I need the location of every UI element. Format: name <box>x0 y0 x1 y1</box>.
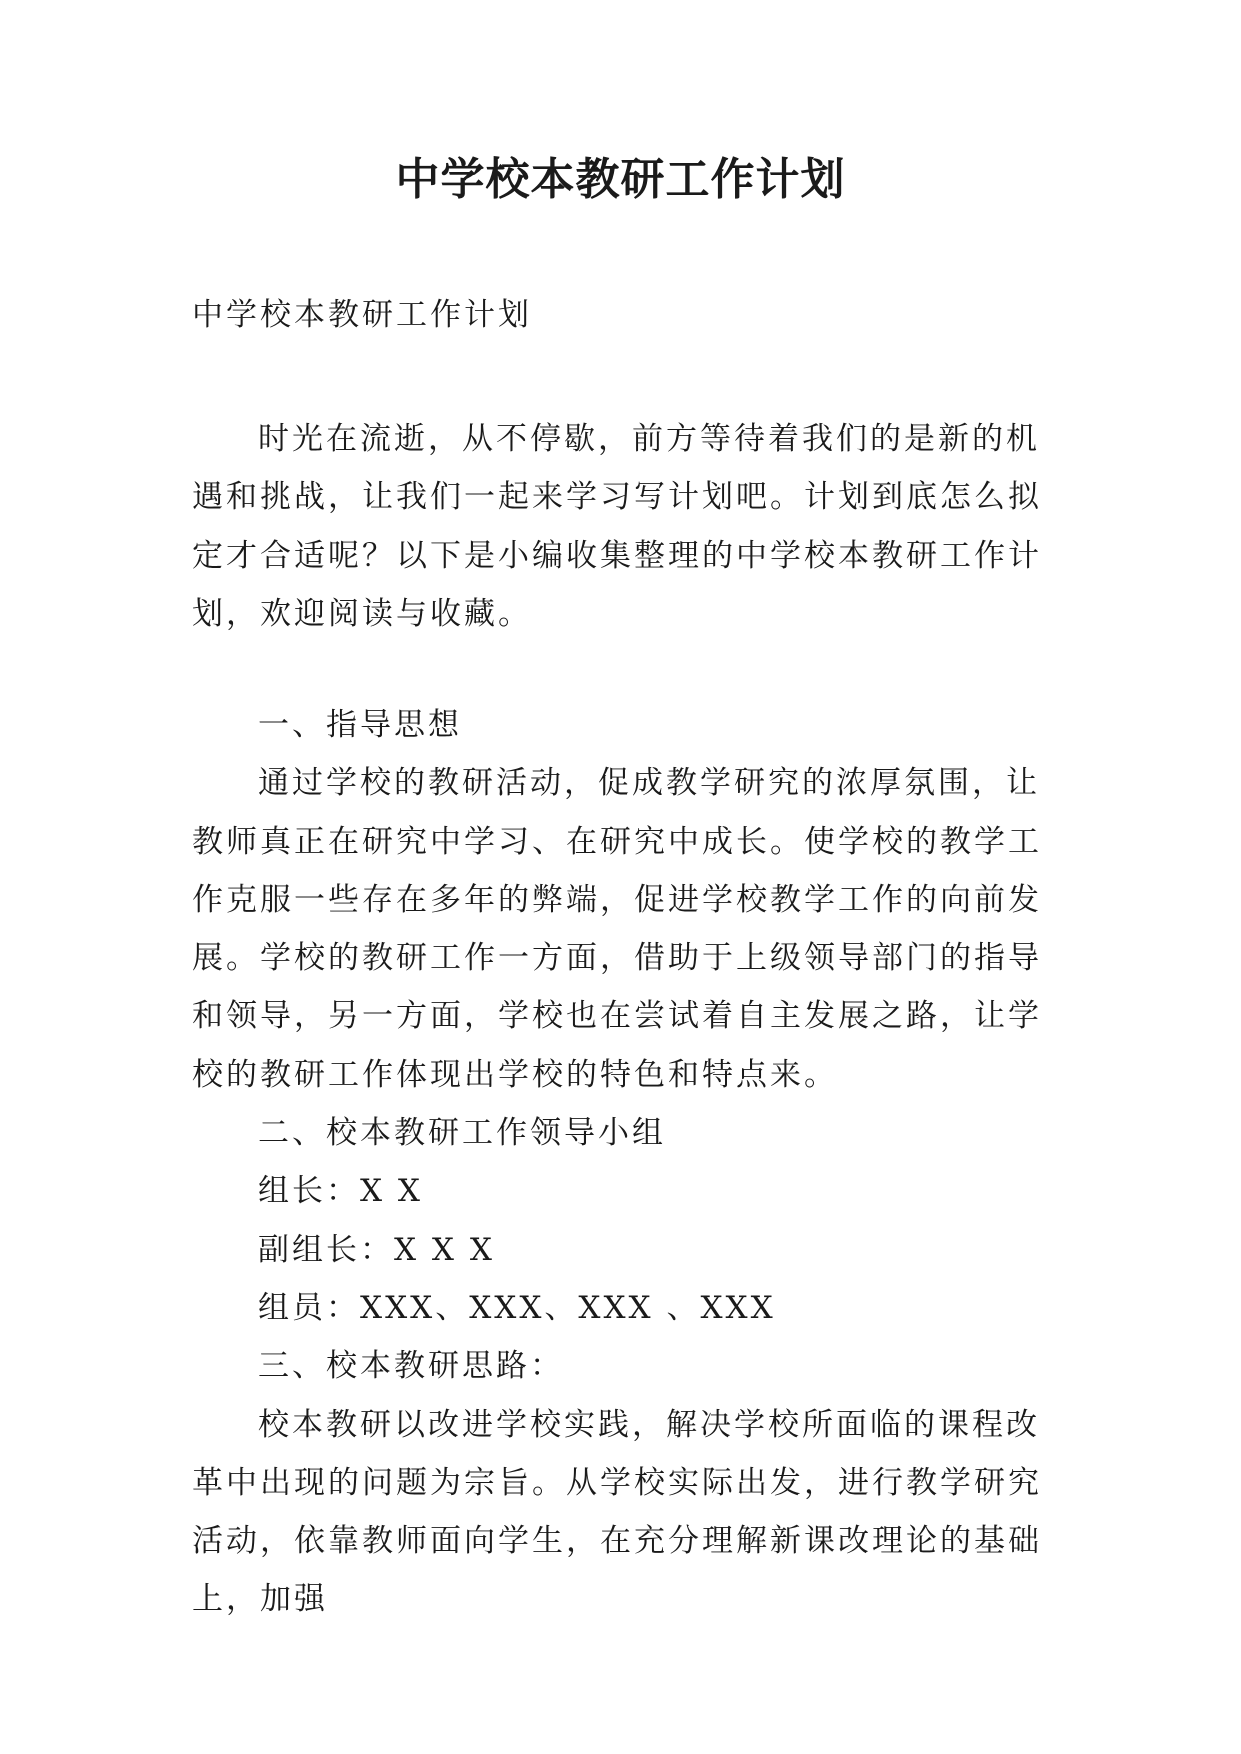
section-heading-leadership-group: 二、校本教研工作领导小组 <box>258 1115 666 1152</box>
intro-paragraph: 时光在流逝，从不停歇，前方等待着我们的是新的机遇和挑战，让我们一起来学习写计划吧。计划到底怎么拟定才合适呢？以下是小编收集整理的中学校本教研工作计划，欢迎阅读与收藏。 <box>192 421 1042 632</box>
section-body-guiding-ideology: 通过学校的教研活动，促成教学研究的浓厚氛围，让教师真正在研究中学习、在研究中成长。使学校的教学工作克服一些存在多年的弊端，促进学校教学工作的向前发展。学校的教研工作一方面，借助于上级领导部门的指导和领导，另一方面，学校也在尝试着自主发展之路，让学校的教研工作体现出学校的特色和特点来。 <box>192 765 1042 1093</box>
section-heading-research-approach: 三、校本教研思路： <box>258 1348 564 1385</box>
deputy-leader-line: 副组长：X X X <box>258 1231 495 1268</box>
leader-line: 组长：X X <box>258 1173 423 1210</box>
section-heading-guiding-ideology: 一、指导思想 <box>258 707 462 743</box>
members-line: 组员：XXX、XXX、XXX 、XXX <box>258 1289 776 1326</box>
document-sections <box>192 696 1052 1629</box>
document-subtitle: 中学校本教研工作计划 <box>192 297 532 333</box>
section-body-research-approach: 校本教研以改进学校实践，解决学校所面临的课程改革中出现的问题为宗旨。从学校实际出发，进行教学研究活动，依靠教师面向学生，在充分理解新课改理论的基础上，加强 <box>192 1406 1042 1618</box>
document-title: 中学校本教研工作计划 <box>395 154 846 205</box>
